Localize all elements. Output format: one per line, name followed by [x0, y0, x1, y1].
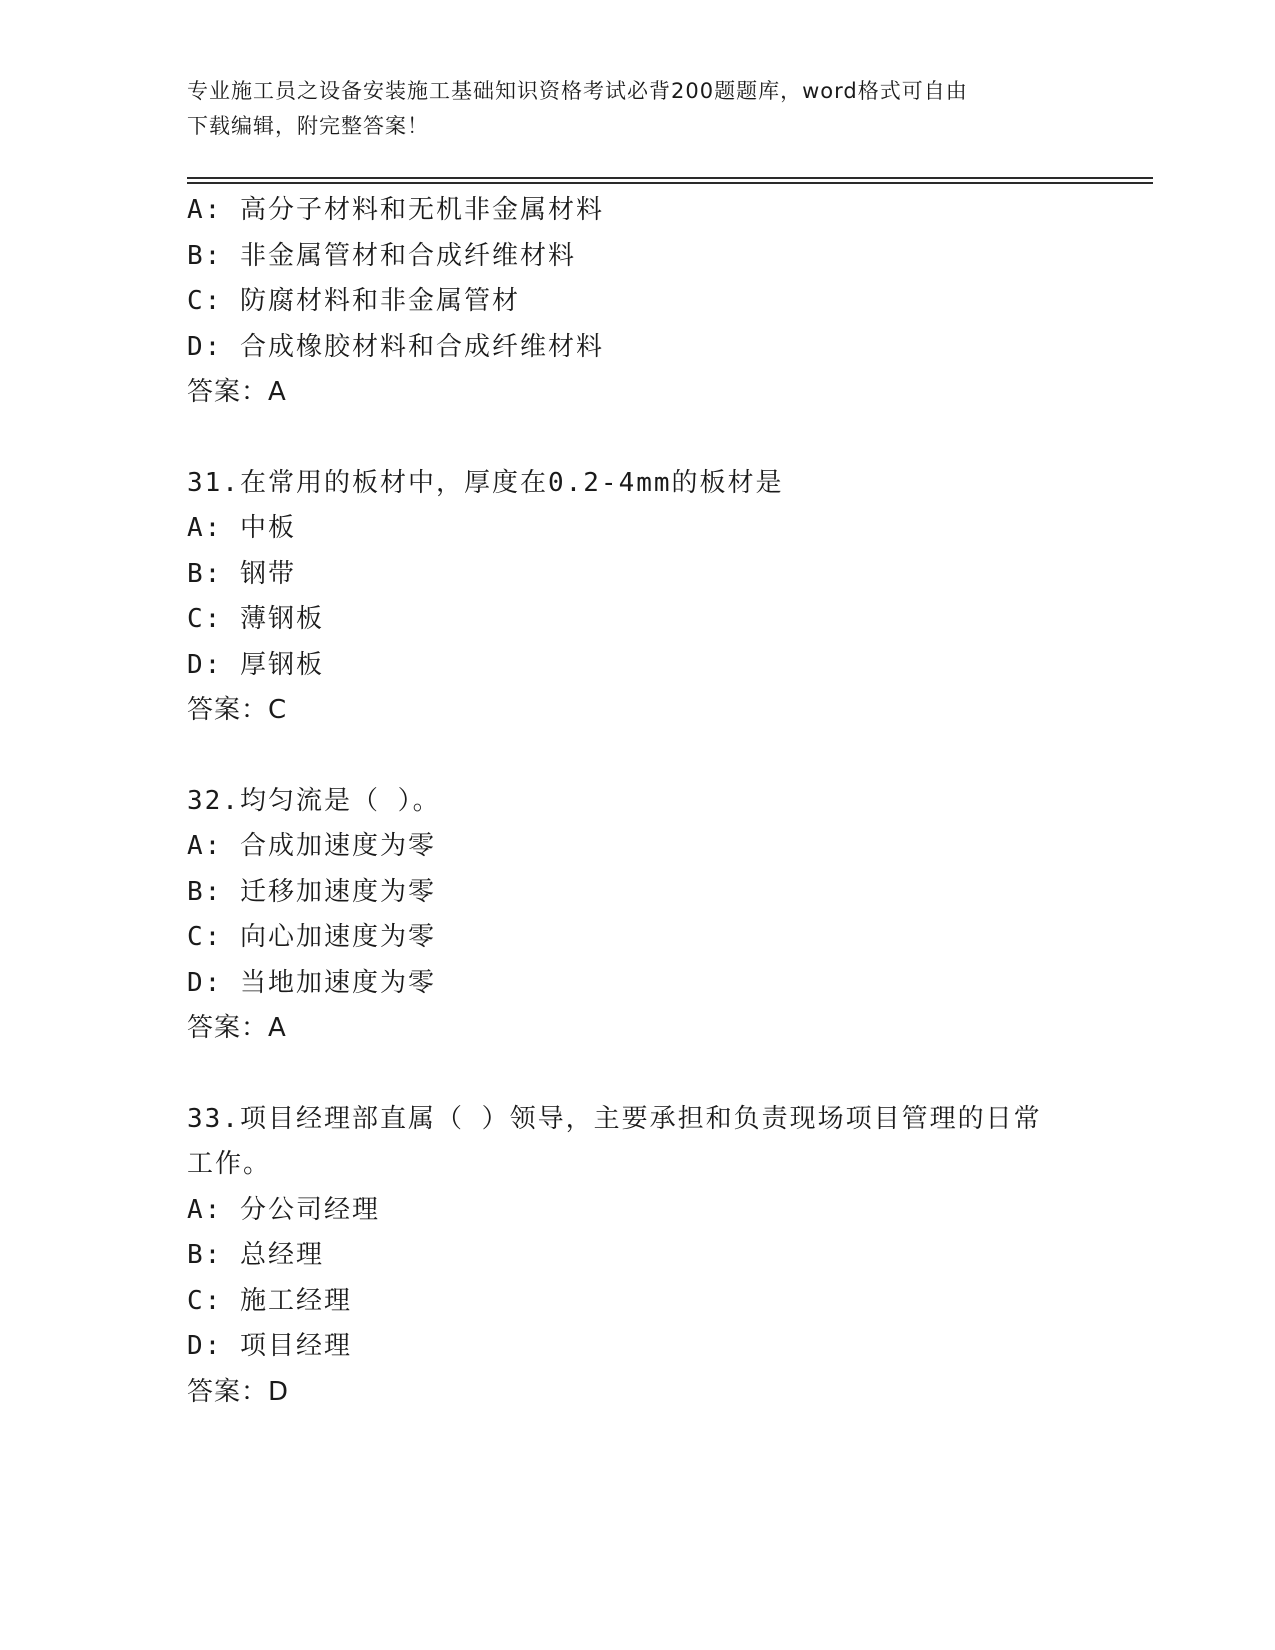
question-block-31 — [187, 461, 1087, 734]
option-a: A: 合成加速度为零 — [187, 831, 436, 861]
option-b: B: 钢带 — [187, 558, 296, 589]
header-line-2: 下载编辑，附完整答案！ — [187, 114, 429, 138]
option-b: B: 非金属管材和合成纤维材料 — [187, 240, 576, 271]
option-d: D: 合成橡胶材料和合成纤维材料 — [187, 331, 604, 362]
option-a: A: 高分子材料和无机非金属材料 — [187, 195, 604, 225]
option-d: D: 厚钢板 — [187, 649, 324, 680]
question-text: 31.在常用的板材中，厚度在0.2-4mm的板材是 — [187, 467, 784, 498]
answer: 答案：A — [187, 377, 287, 407]
question-block-33 — [187, 1097, 1087, 1416]
option-d: D: 项目经理 — [187, 1331, 352, 1361]
option-a: A: 分公司经理 — [187, 1194, 380, 1225]
option-b: B: 总经理 — [187, 1240, 324, 1270]
question-text: 32.均匀流是（ ）。 — [187, 785, 441, 816]
header-line-1: 专业施工员之设备安装施工基础知识资格考试必背200题题库，word格式可自由 — [187, 79, 968, 103]
option-c: C: 向心加速度为零 — [187, 922, 436, 952]
document-header — [187, 74, 1087, 144]
option-d: D: 当地加速度为零 — [187, 967, 436, 998]
option-c: C: 薄钢板 — [187, 604, 324, 634]
answer: 答案：D — [187, 1376, 290, 1407]
header-divider-bottom — [187, 182, 1153, 184]
option-a: A: 中板 — [187, 513, 296, 543]
question-text: 33.项目经理部直属（ ）领导，主要承担和负责现场项目管理的日常工作。 — [187, 1103, 1042, 1179]
question-list — [187, 188, 1087, 1415]
option-c: C: 施工经理 — [187, 1285, 352, 1316]
header-divider-top — [187, 177, 1153, 179]
question-block-30 — [187, 188, 1087, 416]
question-block-32 — [187, 779, 1087, 1052]
answer: 答案：C — [187, 695, 288, 725]
answer: 答案：A — [187, 1013, 287, 1043]
option-c: C: 防腐材料和非金属管材 — [187, 286, 520, 316]
option-b: B: 迁移加速度为零 — [187, 876, 436, 907]
